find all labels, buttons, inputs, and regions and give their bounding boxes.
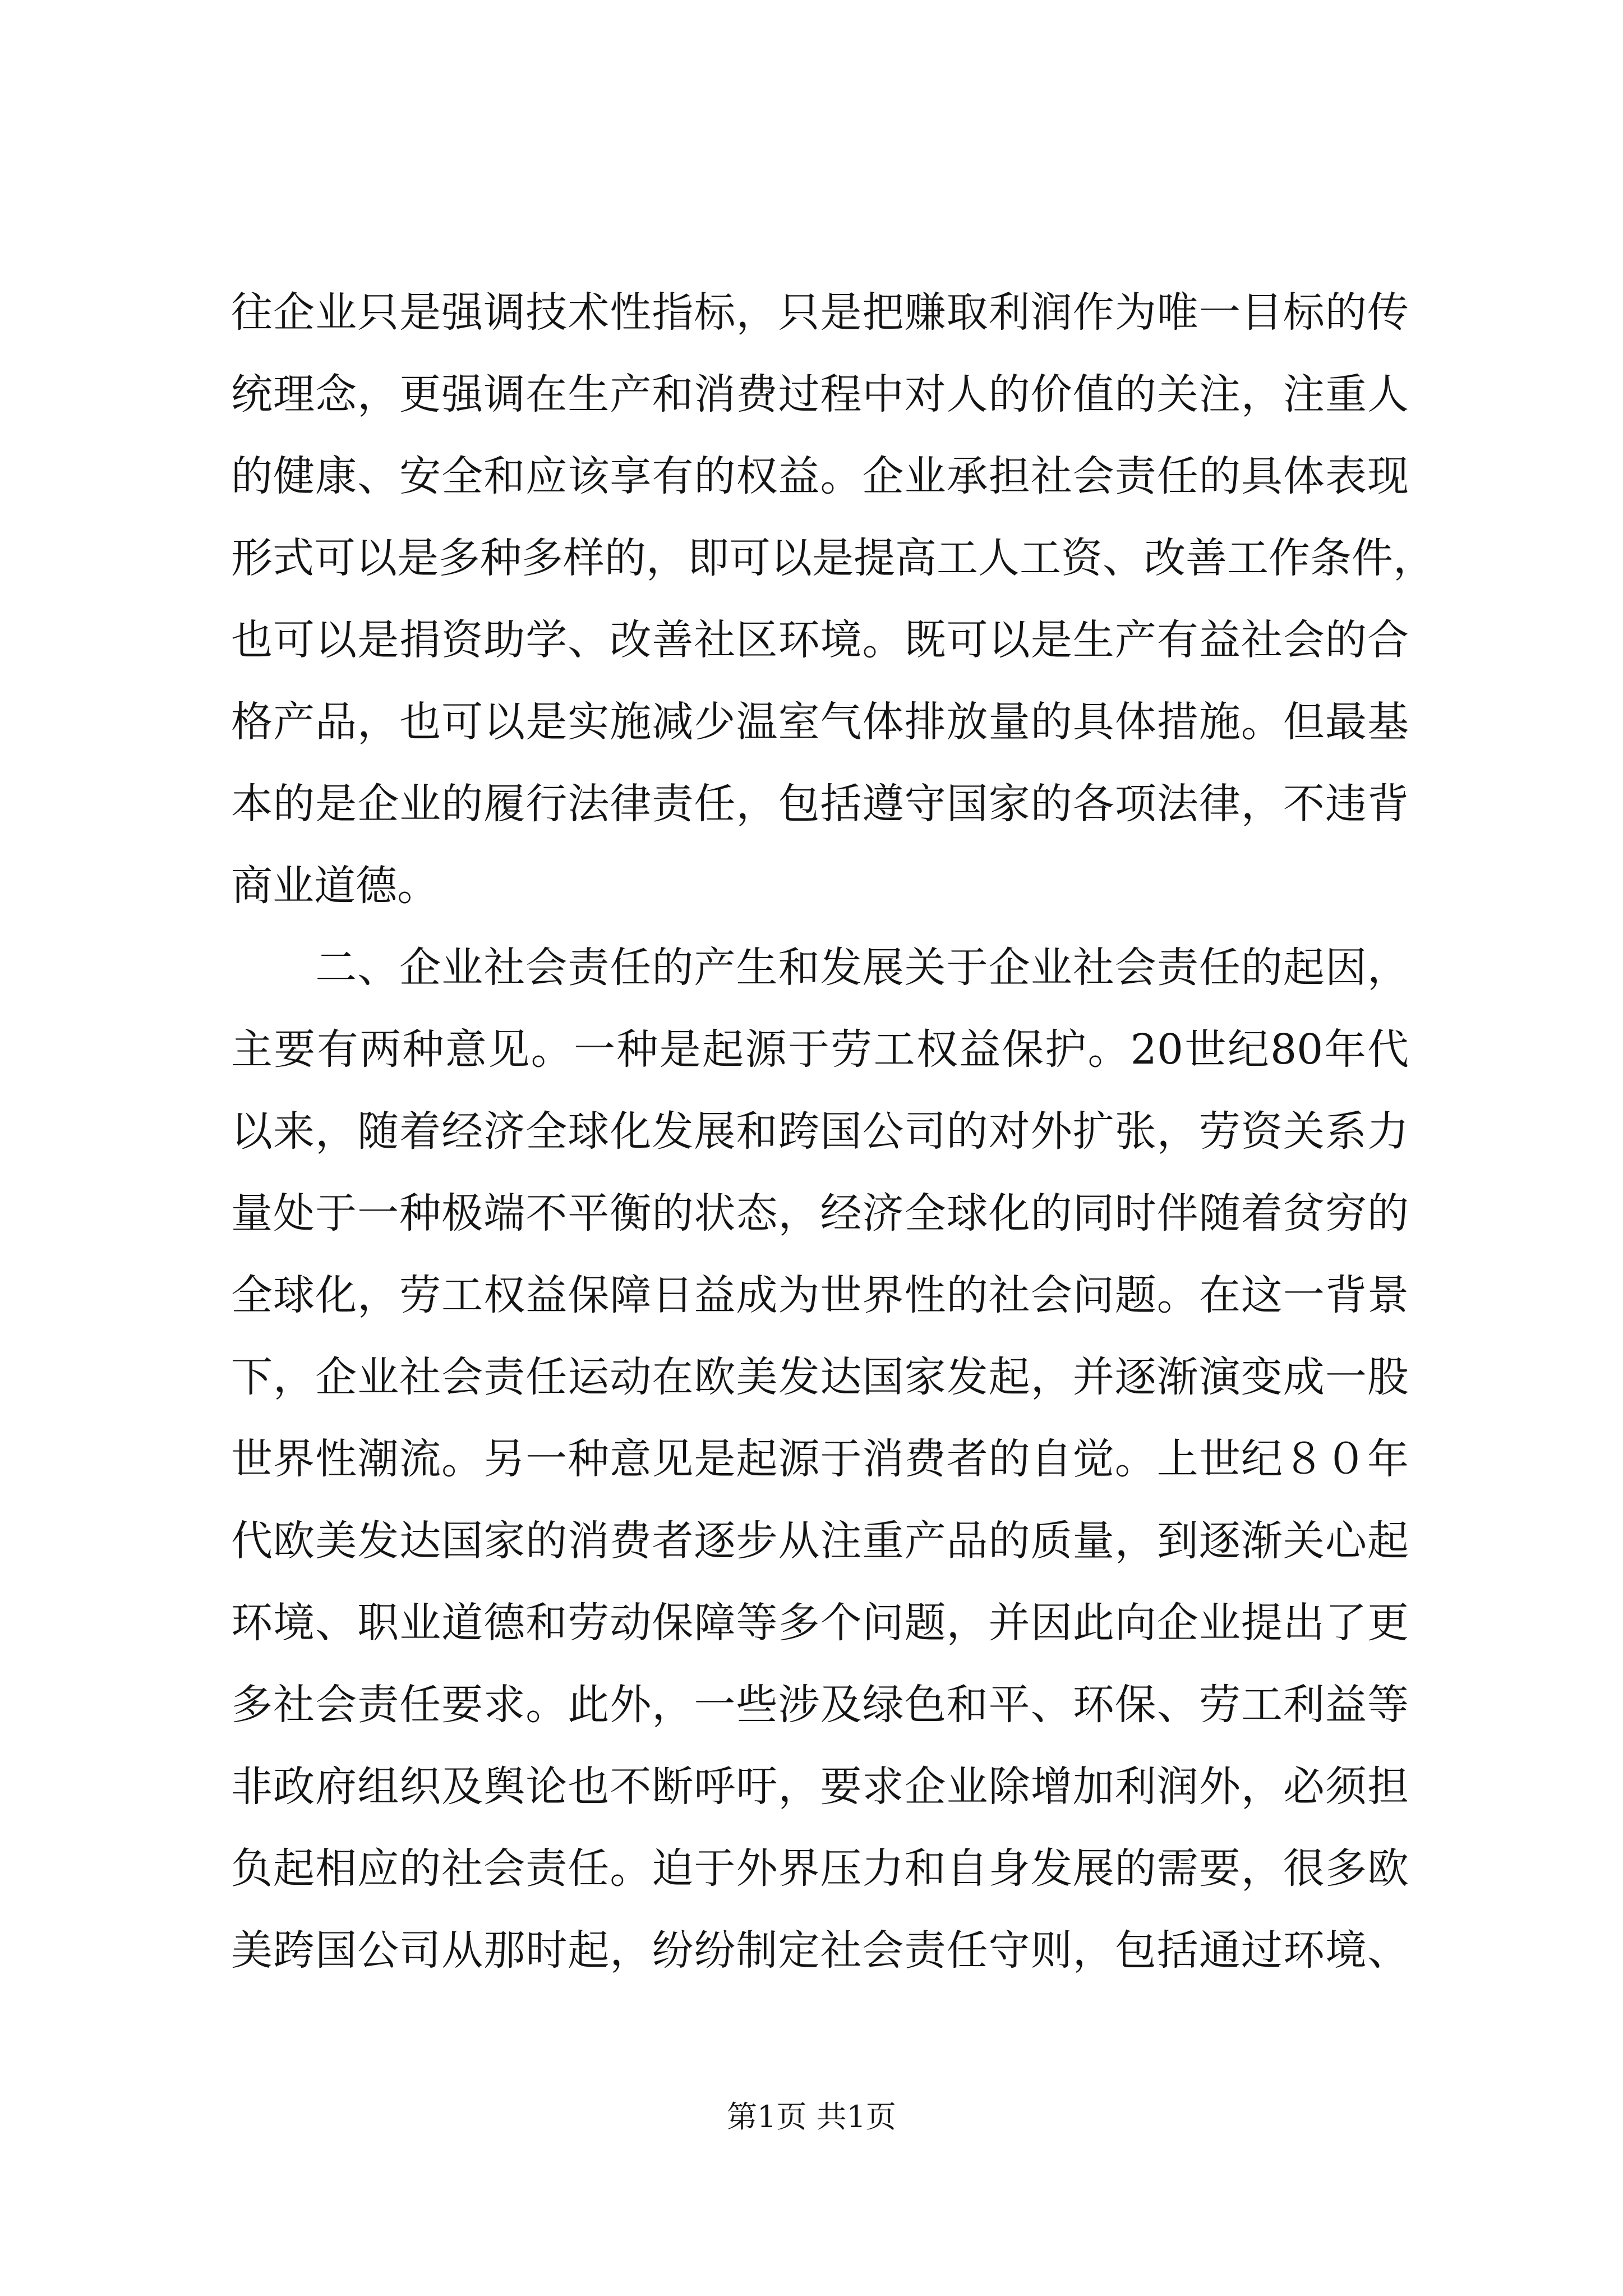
text-line: 美跨国公司从那时起，纷纷制定社会责任守则，包括通过环境、 (231, 1926, 1409, 1975)
body-text (231, 272, 1435, 1991)
text-line: 二、企业社会责任的产生和发展关于企业社会责任的起因， (231, 944, 1409, 992)
text-line: 形式可以是多种多样的，即可以是提高工人工资、改善工作条件， (231, 534, 1435, 582)
text-line: 主要有两种意见。一种是起源于劳工权益保护。20世纪80年代 (231, 1025, 1409, 1074)
text-line: 量处于一种极端不平衡的状态，经济全球化的同时伴随着贫穷的 (231, 1189, 1409, 1237)
page-footer: 第1页 共1页 (727, 2099, 896, 2134)
text-line: 负起相应的社会责任。迫于外界压力和自身发展的需要，很多欧 (231, 1844, 1409, 1893)
text-line: 的健康、安全和应该享有的权益。企业承担社会责任的具体表现 (231, 452, 1409, 500)
text-line: 本的是企业的履行法律责任，包括遵守国家的各项法律，不违背 (231, 780, 1409, 828)
text-line: 全球化，劳工权益保障日益成为世界性的社会问题。在这一背景 (231, 1271, 1409, 1319)
text-line: 也可以是捐资助学、改善社区环境。既可以是生产有益社会的合 (231, 616, 1409, 664)
text-line: 环境、职业道德和劳动保障等多个问题，并因此向企业提出了更 (231, 1599, 1409, 1647)
text-line: 商业道德。 (231, 862, 439, 910)
text-line: 非政府组织及舆论也不断呼吁，要求企业除增加利润外，必须担 (231, 1763, 1409, 1811)
text-line: 下，企业社会责任运动在欧美发达国家发起，并逐渐演变成一股 (231, 1353, 1409, 1401)
text-line: 多社会责任要求。此外，一些涉及绿色和平、环保、劳工利益等 (231, 1681, 1409, 1729)
text-line: 统理念，更强调在生产和消费过程中对人的价值的关注，注重人 (231, 370, 1409, 418)
text-line: 代欧美发达国家的消费者逐步从注重产品的质量，到逐渐关心起 (231, 1517, 1409, 1565)
text-line: 世界性潮流。另一种意见是起源于消费者的自觉。上世纪８０年 (231, 1435, 1409, 1483)
text-line: 往企业只是强调技术性指标，只是把赚取利润作为唯一目标的传 (231, 288, 1409, 337)
text-line: 以来，随着经济全球化发展和跨国公司的对外扩张，劳资关系力 (231, 1107, 1409, 1156)
text-line: 格产品，也可以是实施减少温室气体排放量的具体措施。但最基 (231, 698, 1409, 746)
